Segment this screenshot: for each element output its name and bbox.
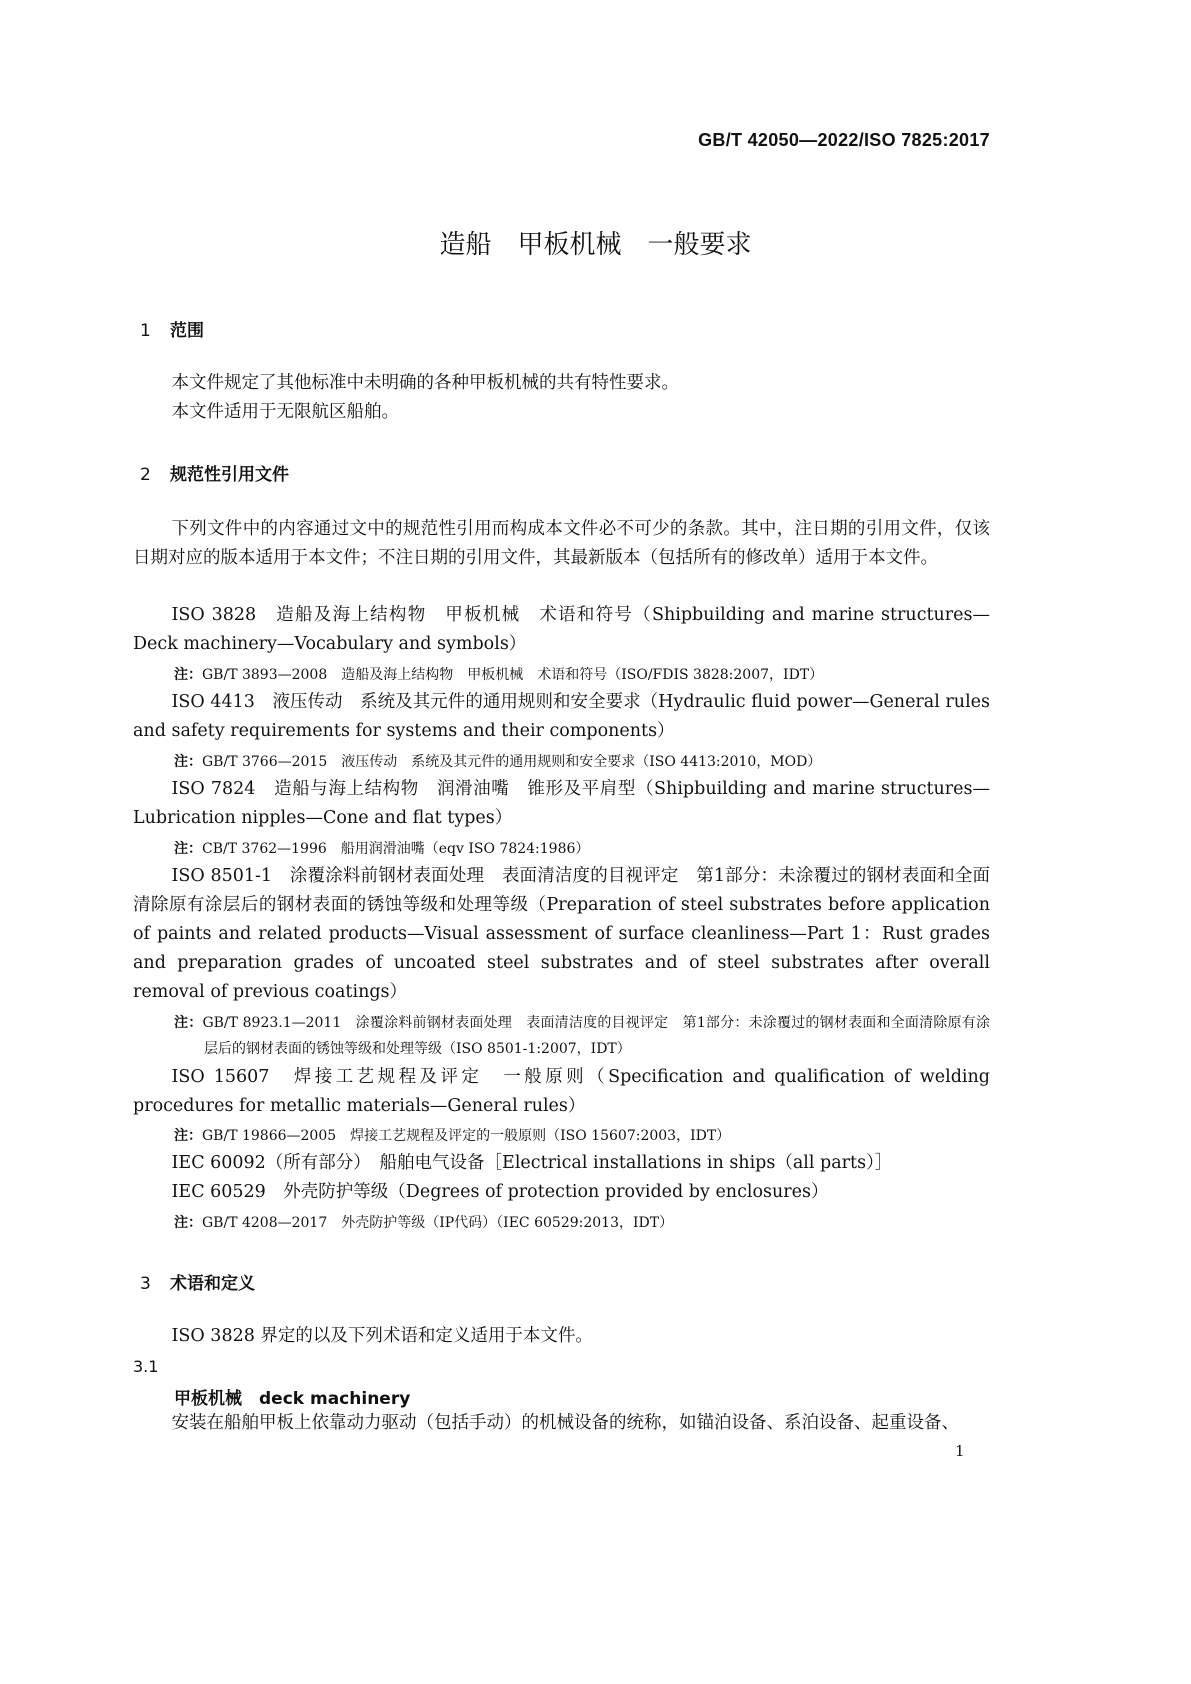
reference-note: 注：GB/T 8923.1—2011 涂覆涂料前钢材表面处理 表面清洁度的目视评定 第1部分：未涂覆过的钢材表面和全面清除原有涂层后的钢材表面的锈蚀等级和处理等级（ISO 8501-1:2007，IDT） [174, 1015, 991, 1057]
reference-note: 注：GB/T 4208—2017 外壳防护等级（IP代码）（IEC 60529:2013，IDT） [174, 1215, 674, 1231]
scope-paragraph: 本文件适用于无限航区船舶。 [171, 402, 399, 422]
reference-item: IEC 60529 外壳防护等级（Degrees of protection provided by enclosures） [171, 1182, 829, 1202]
term-entry-number: 3.1 [133, 1357, 159, 1376]
reference-item: ISO 4413 液压传动 系统及其元件的通用规则和安全要求（Hydraulic fluid power—General rules and safety requirements for systems and their components） [133, 692, 990, 741]
reference-item: IEC 60092（所有部分） 船舶电气设备［Electrical installations in ships（all parts）］ [171, 1153, 893, 1173]
term-definition: 安装在船舶甲板上依靠动力驱动（包括手动）的机械设备的统称，如锚泊设备、系泊设备、起重设备、 [171, 1413, 959, 1433]
reference-item: ISO 7824 造船与海上结构物 润滑油嘴 锥形及平肩型（Shipbuilding and marine structures—Lubrication nipples—Cone and flat types） [133, 779, 990, 828]
section-heading-terms: 3 术语和定义 [140, 1274, 255, 1294]
reference-note: 注：GB/T 3766—2015 液压传动 系统及其元件的通用规则和安全要求（ISO 4413:2010，MOD） [174, 754, 822, 770]
reference-item: ISO 3828 造船及海上结构物 甲板机械 术语和符号（Shipbuilding and marine structures—Deck machinery—Vocabulary and symbols） [133, 605, 990, 654]
reference-note: 注：GB/T 3893—2008 造船及海上结构物 甲板机械 术语和符号（ISO/FDIS 3828:2007，IDT） [174, 667, 824, 683]
references-intro: 下列文件中的内容通过文中的规范性引用而构成本文件必不可少的条款。其中，注日期的引用文件，仅该日期对应的版本适用于本文件；不注日期的引用文件，其最新版本（包括所有的修改单）适用于本文件。 [133, 519, 990, 568]
terms-intro: ISO 3828 界定的以及下列术语和定义适用于本文件。 [171, 1326, 593, 1346]
reference-note: 注：CB/T 3762—1996 船用润滑油嘴（eqv ISO 7824:1986） [174, 841, 590, 857]
section-heading-scope: 1 范围 [140, 321, 204, 341]
scope-paragraph: 本文件规定了其他标准中未明确的各种甲板机械的共有特性要求。 [171, 373, 679, 393]
reference-note: 注：GB/T 19866—2005 焊接工艺规程及评定的一般原则（ISO 15607:2003，IDT） [174, 1128, 731, 1144]
section-heading-references: 2 规范性引用文件 [140, 465, 289, 485]
page-title: 造船 甲板机械 一般要求 [439, 230, 752, 260]
reference-item: ISO 15607 焊接工艺规程及评定 一般原则（Specification and qualification of welding procedures for metallic materials—General rules） [133, 1067, 990, 1116]
term-title: 甲板机械 deck machinery [174, 1389, 411, 1409]
reference-item: ISO 8501-1 涂覆涂料前钢材表面处理 表面清洁度的目视评定 第1部分：未涂覆过的钢材表面和全面清除原有涂层后的钢材表面的锈蚀等级和处理等级（Preparation of steel substrates before application of paints and related products—Visual assessment of surface cleanliness—Part 1：Rust grades and preparation grades of uncoated steel substrates and of steel substrates after overall removal of previous coatings） [133, 866, 990, 1002]
document-number: GB/T 42050—2022/ISO 7825:2017 [698, 130, 990, 150]
page-number: 1 [955, 1442, 965, 1460]
